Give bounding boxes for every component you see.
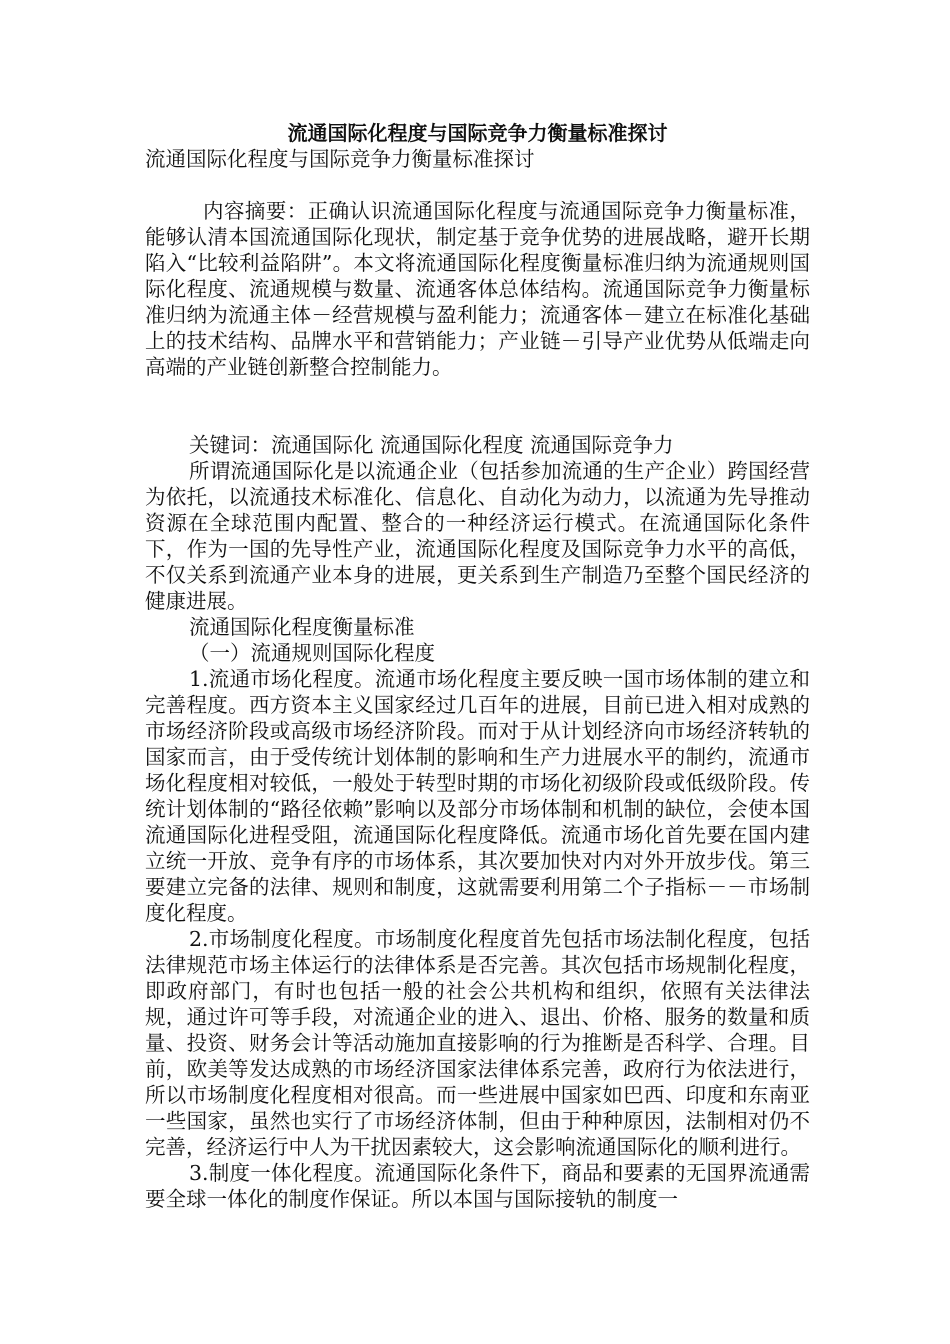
spacer: [145, 172, 810, 198]
spacer: [145, 380, 810, 432]
intro-paragraph: 所谓流通国际化是以流通企业（包括参加流通的生产企业）跨国经营为依托，以流通技术标准化、信息化、自动化为动力，以流通为先导推动资源在全球范围内配置、整合的一种经济运行模式。在流通国际化条件下，作为一国的先导性产业，流通国际化程度及国际竞争力水平的高低，不仅关系到流通产业本身的进展，更关系到生产制造乃至整个国民经济的健康进展。: [145, 459, 810, 613]
body-paragraph-3: 3.制度一体化程度。流通国际化条件下，商品和要素的无国界流通需要全球一体化的制度作保证。所以本国与国际接轨的制度一: [145, 1161, 810, 1211]
document-title: 流通国际化程度与国际竞争力衡量标准探讨: [287, 121, 668, 145]
keywords-line: 关键词：流通国际化 流通国际化程度 流通国际竞争力: [189, 433, 674, 457]
subsection-heading: （一）流通规则国际化程度: [189, 641, 435, 665]
section-heading: 流通国际化程度衡量标准: [189, 615, 415, 639]
document-subtitle: 流通国际化程度与国际竞争力衡量标准探讨: [145, 147, 535, 171]
body-paragraph-1: 1.流通市场化程度。流通市场化程度主要反映一国市场体制的建立和完善程度。西方资本主义国家经过几百年的进展，目前已进入相对成熟的市场经济阶段或高级市场经济阶段。而对于从计划经济向市场经济转轨的国家而言，由于受传统计划体制的影响和生产力进展水平的制约，流通市场化程度相对较低，一般处于转型时期的市场化初级阶段或低级阶段。传统计划体制的“路径依赖”影响以及部分市场体制和机制的缺位，会使本国流通国际化进程受阻，流通国际化程度降低。流通市场化首先要在国内建立统一开放、竞争有序的市场体系，其次要加快对内对外开放步伐。第三要建立完备的法律、规则和制度，这就需要利用第二个子指标－－市场制度化程度。: [145, 667, 810, 925]
document-page: [145, 120, 810, 1212]
body-paragraph-2: 2.市场制度化程度。市场制度化程度首先包括市场法制化程度，包括法律规范市场主体运行的法律体系是否完善。其次包括市场规制化程度，即政府部门，有时也包括一般的社会公共机构和组织，依照有关法律法规，通过许可等手段，对流通企业的进入、退出、价格、服务的数量和质量、投资、财务会计等活动施加直接影响的行为推断是否科学、合理。目前，欧美等发达成熟的市场经济国家法律体系完善，政府行为依法进行，所以市场制度化程度相对很高。而一些进展中国家如巴西、印度和东南亚一些国家，虽然也实行了市场经济体制，但由于种种原因，法制相对仍不完善，经济运行中人为干扰因素较大，这会影响流通国际化的顺利进行。: [145, 927, 810, 1159]
abstract-paragraph: 内容摘要：正确认识流通国际化程度与流通国际竞争力衡量标准，能够认清本国流通国际化现状，制定基于竞争优势的进展战略，避开长期陷入“比较利益陷阱”。本文将流通国际化程度衡量标准归纳为流通规则国际化程度、流通规模与数量、流通客体总体结构。流通国际竞争力衡量标准归纳为流通主体－经营规模与盈利能力；流通客体－建立在标准化基础上的技术结构、品牌水平和营销能力；产业链－引导产业优势从低端走向高端的产业链创新整合控制能力。: [145, 199, 810, 379]
